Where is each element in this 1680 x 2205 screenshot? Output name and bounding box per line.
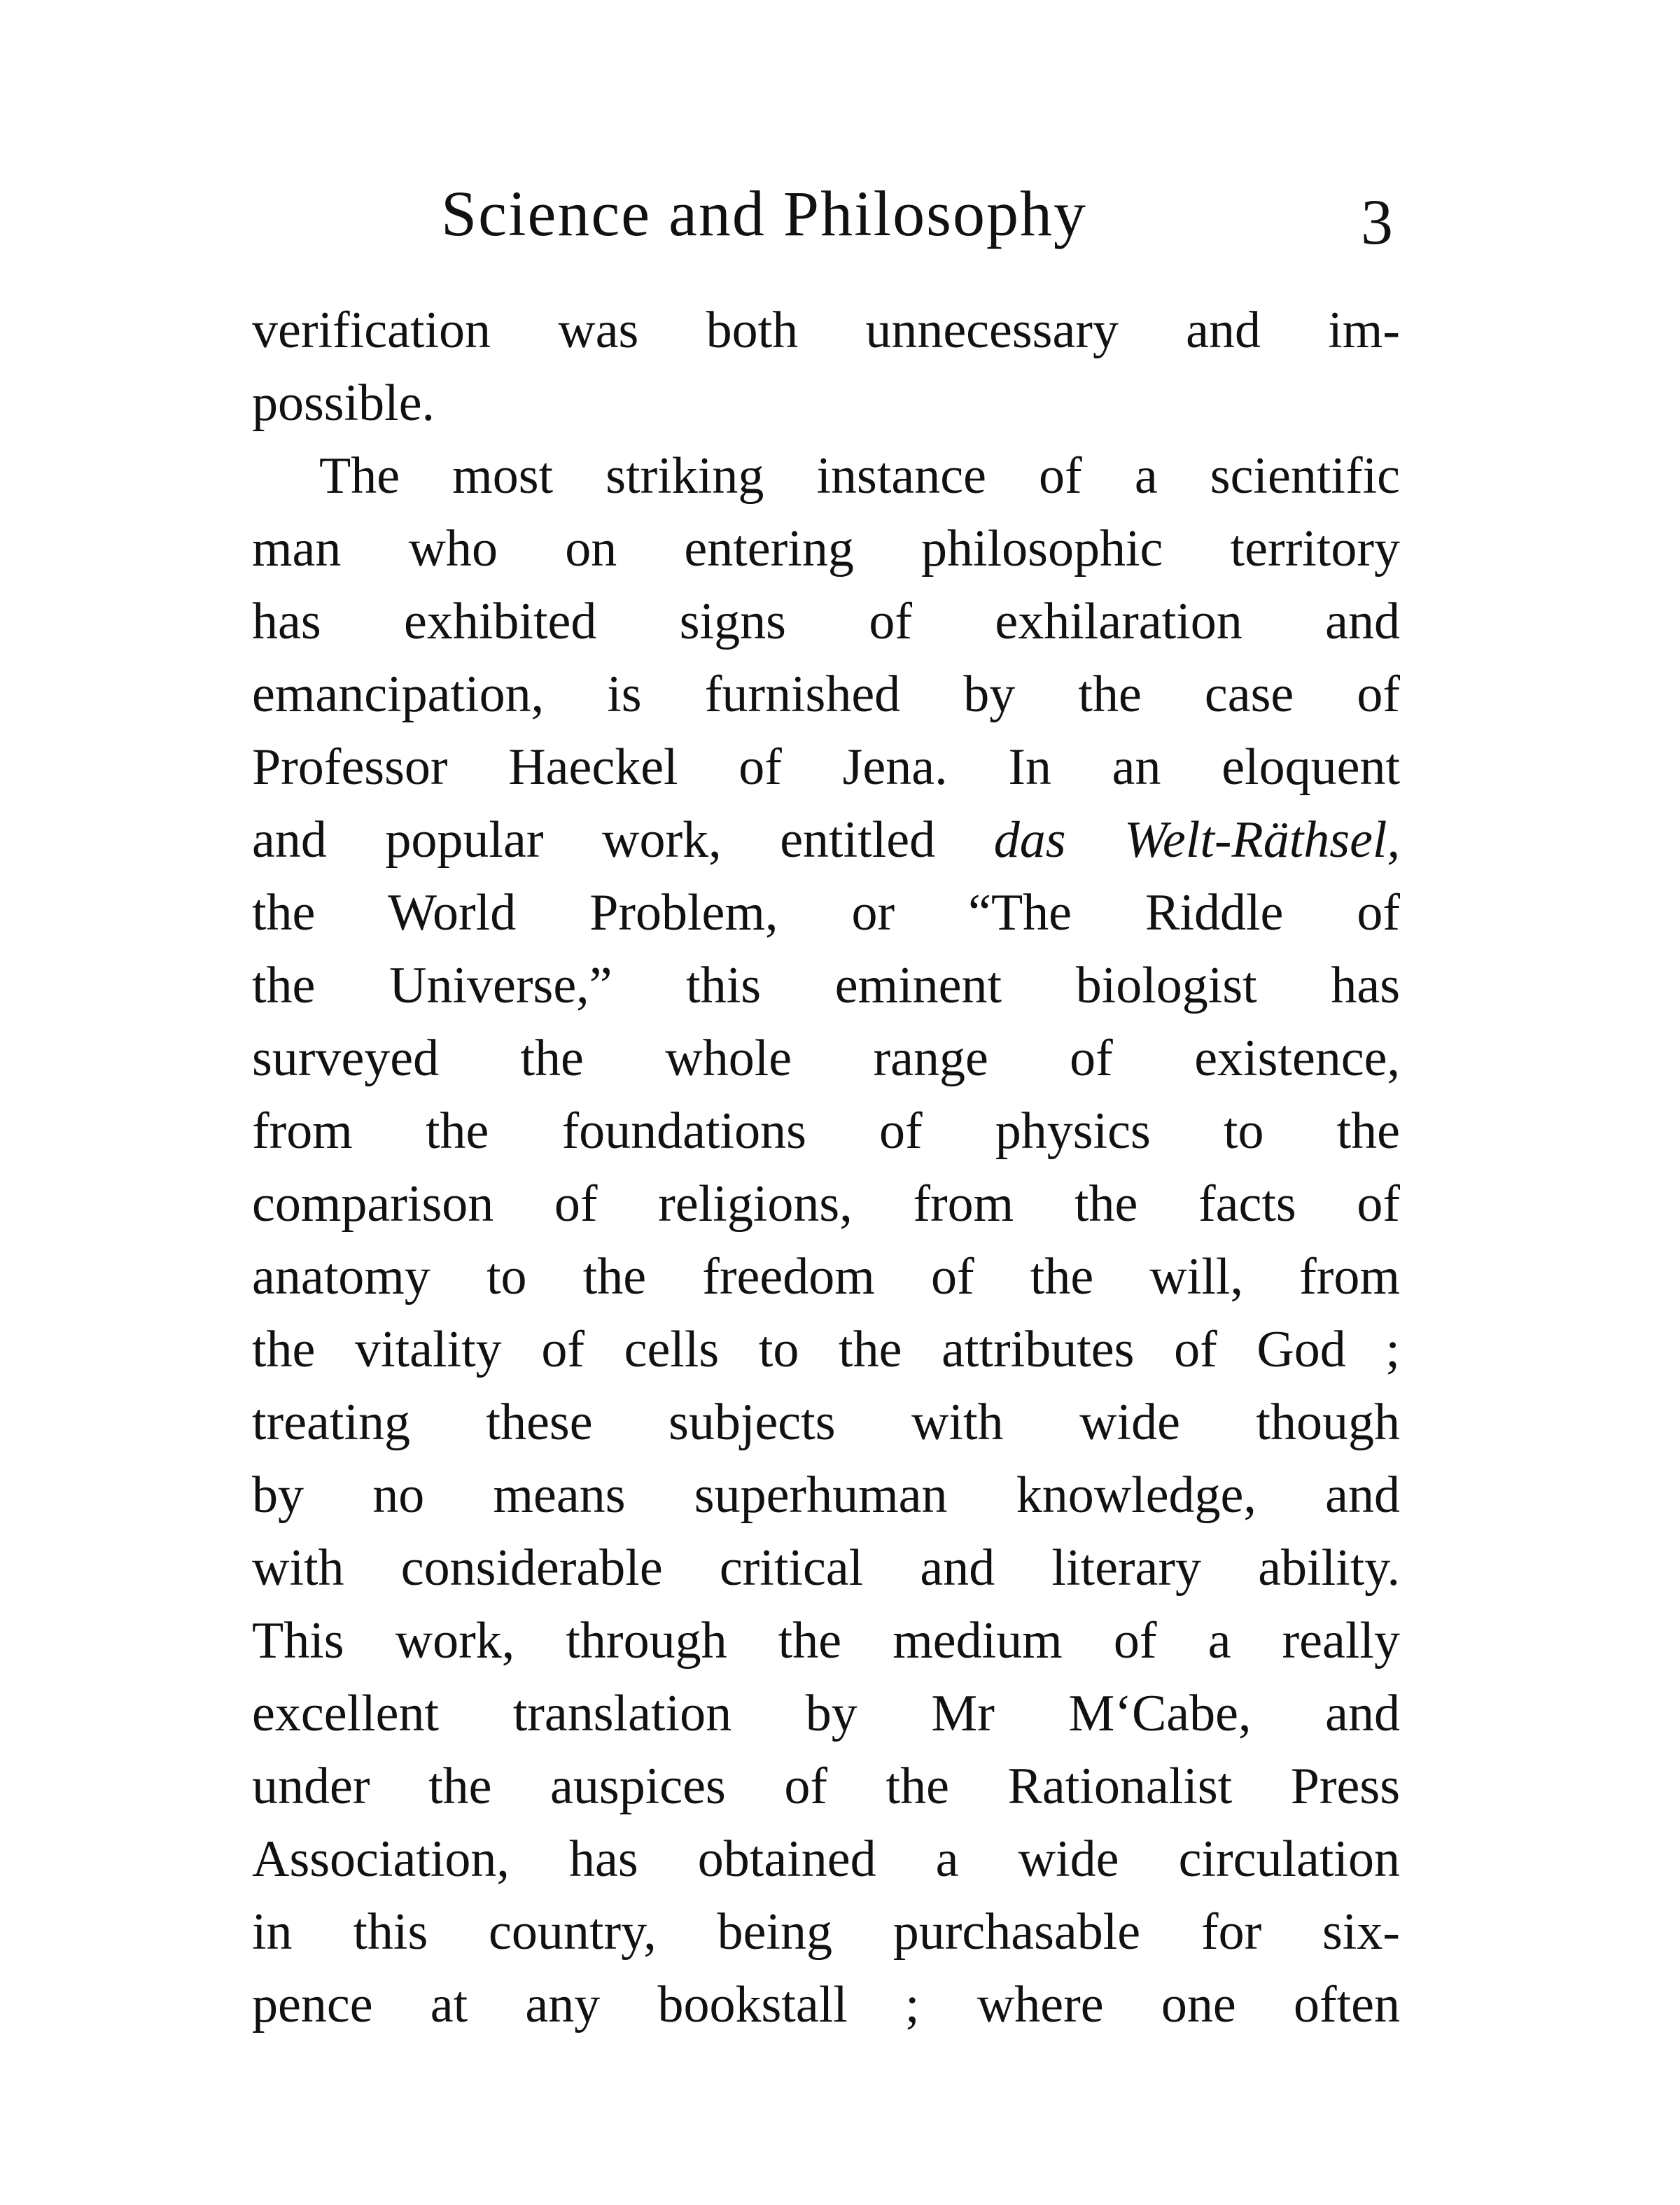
text-line: emancipation, is furnished by the case of	[252, 666, 1400, 723]
text-line: from the foundations of physics to the	[252, 1102, 1400, 1160]
italic-book-title: das Welt-Räthsel,	[993, 811, 1400, 869]
text-line: verification was both unnecessary and im-	[252, 302, 1400, 359]
text-line-with-italic-title	[252, 804, 1400, 876]
text-line: the World Problem, or “The Riddle of	[252, 884, 1400, 941]
text-line: under the auspices of the Rationalist Press	[252, 1758, 1400, 1815]
running-head	[252, 175, 1400, 266]
body-text	[252, 294, 1400, 2041]
text-line: comparison of religions, from the facts of	[252, 1175, 1400, 1233]
text-line: Association, has obtained a wide circulation	[252, 1830, 1400, 1888]
text-line: surveyed the whole range of existence,	[252, 1030, 1400, 1087]
text-line: in this country, being purchasable for six-	[252, 1903, 1400, 1961]
paragraph-first-line: The most striking instance of a scientific	[319, 447, 1400, 505]
text-line: pence at any bookstall ; where one often	[252, 1976, 1400, 2033]
text-line: This work, through the medium of a really	[252, 1612, 1400, 1670]
text-line: with considerable critical and literary ability.	[252, 1539, 1400, 1597]
running-title: Science and Philosophy	[441, 178, 1087, 249]
text-line: treating these subjects with wide though	[252, 1394, 1400, 1451]
text-line: anatomy to the freedom of the will, from	[252, 1248, 1400, 1306]
text-line: Professor Haeckel of Jena. In an eloquent	[252, 738, 1400, 796]
text-line: possible.	[252, 374, 435, 432]
text-line: has exhibited signs of exhilaration and	[252, 593, 1400, 650]
text-line: man who on entering philosophic territory	[252, 520, 1400, 578]
text-segment: and popular work, entitled	[252, 811, 994, 869]
text-line: by no means superhuman knowledge, and	[252, 1466, 1400, 1524]
page-number: 3	[1361, 186, 1393, 258]
text-line: the vitality of cells to the attributes of God ;	[252, 1321, 1400, 1378]
text-line: excellent translation by Mr M‘Cabe, and	[252, 1685, 1400, 1742]
text-line: the Universe,” this eminent biologist has	[252, 957, 1400, 1014]
